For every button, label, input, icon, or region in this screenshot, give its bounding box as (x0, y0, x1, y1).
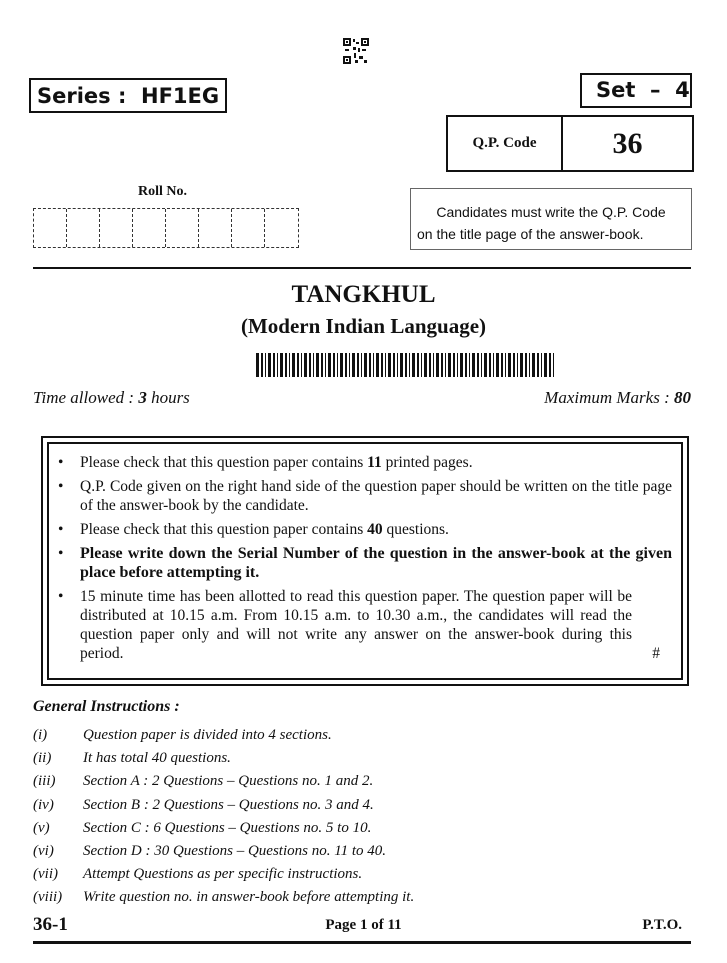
barcode-bar (285, 353, 287, 377)
roll-no-label: Roll No. (138, 184, 187, 199)
footer-rule (33, 941, 691, 944)
notice-text: Q.P. Code given on the right hand side of the question paper should be written on the title page of the answer-book by the candidate. (80, 478, 672, 514)
barcode-bar (313, 353, 314, 377)
barcode-bar (433, 353, 434, 377)
qr-code-icon (343, 38, 369, 64)
instruction-num: (vi) (33, 843, 54, 860)
barcode-bar (273, 353, 275, 377)
instruction-row (33, 840, 414, 863)
series-value: HF1EG (141, 84, 220, 108)
roll-no-cell[interactable] (133, 209, 166, 247)
instruction-row (33, 863, 414, 886)
instruction-num: (iii) (33, 773, 56, 790)
instruction-text: Attempt Questions as per specific instructions. (83, 866, 363, 883)
barcode-bar (325, 353, 326, 377)
barcode-bar (340, 353, 343, 377)
barcode-bar (381, 353, 383, 377)
instruction-num: (ii) (33, 750, 52, 767)
qp-code-box (446, 115, 694, 172)
instruction-text: Write question no. in answer-book before attempting it. (83, 889, 415, 906)
barcode-bar (409, 353, 410, 377)
instruction-num: (viii) (33, 889, 63, 906)
marks-label: Maximum Marks : (544, 388, 670, 407)
roll-no-cell[interactable] (100, 209, 133, 247)
barcode-bar (328, 353, 331, 377)
barcode-bar (469, 353, 470, 377)
set-label: Set (596, 78, 636, 102)
roll-no-cell[interactable] (34, 209, 67, 247)
barcode-bar (553, 353, 554, 377)
barcode-bar (393, 353, 395, 377)
bullet-icon: • (58, 478, 64, 495)
instruction-text: Question paper is divided into 4 sections. (83, 727, 332, 743)
qp-code-label: Q.P. Code (448, 117, 563, 170)
barcode-bar (453, 353, 455, 377)
marks-value: 80 (674, 388, 691, 407)
notice-text: 15 minute time has been allotted to read this question paper. The question paper will be distributed at 10.15 a.m. From 10.15 a.m. to 10.30 a.m., the candidates will read the question paper only and will not write any answer on the answer-book during this period. (80, 588, 632, 662)
instruction-row (33, 817, 414, 840)
set-box (580, 73, 692, 108)
barcode-bar (421, 353, 422, 377)
series-box (29, 78, 227, 113)
instruction-row (33, 886, 414, 909)
barcode-bar (457, 353, 458, 377)
instruction-text: It has total 40 questions. (83, 750, 231, 767)
roll-no-cell[interactable] (199, 209, 232, 247)
notice-item (58, 520, 672, 539)
paper-subtitle: (Modern Indian Language) (240, 314, 487, 338)
notice-list (58, 453, 672, 668)
instruction-num: (v) (33, 819, 50, 836)
time-allowed (33, 388, 190, 408)
barcode-bar (541, 353, 542, 377)
set-value: 4 (675, 78, 690, 102)
barcode-bar (489, 353, 491, 377)
instruction-row (33, 794, 414, 817)
barcode-bar (400, 353, 403, 377)
general-instructions-list (33, 724, 414, 910)
barcode-bar (309, 353, 311, 377)
barcode-bar (388, 353, 391, 377)
notice-text: Please write down the Serial Number of the question in the answer-book at the given place before attempting it. (80, 545, 672, 581)
barcode-bar (277, 353, 278, 377)
time-value: 3 (138, 388, 147, 407)
barcode-bar (316, 353, 319, 377)
barcode-bar (445, 353, 446, 377)
notice-text: printed pages. (381, 454, 473, 471)
time-label: Time allowed : (33, 388, 135, 407)
barcode-bar (532, 353, 535, 377)
roll-no-boxes[interactable] (33, 208, 299, 248)
candidate-note-line1: Candidates must write the Q.P. Code (436, 204, 666, 220)
barcode-bar (385, 353, 386, 377)
notice-bold: 40 (367, 521, 383, 538)
barcode-bar (297, 353, 299, 377)
barcode-bar (436, 353, 439, 377)
instruction-text: Section C : 6 Questions – Questions no. 5 to 10. (83, 819, 372, 836)
barcode-bar (333, 353, 335, 377)
instruction-text: Section D : 30 Questions – Questions no. 11 to 40. (83, 843, 387, 860)
barcode-bar (549, 353, 551, 377)
barcode-bar (513, 353, 515, 377)
barcode-bar (301, 353, 302, 377)
notice-item (58, 453, 672, 472)
barcode-bar (265, 353, 266, 377)
divider (33, 267, 691, 269)
barcode-bar (280, 353, 283, 377)
barcode-bar (481, 353, 482, 377)
roll-no-cell[interactable] (166, 209, 199, 247)
notice-text: Please check that this question paper contains (80, 454, 368, 471)
instruction-row (33, 724, 414, 747)
series-label: Series : (37, 84, 127, 108)
barcode-bar (417, 353, 419, 377)
barcode-icon (256, 353, 556, 377)
barcode-bar (357, 353, 359, 377)
notice-text: questions. (382, 521, 449, 538)
bullet-icon: • (58, 454, 64, 471)
barcode-bar (337, 353, 338, 377)
instruction-text: Section B : 2 Questions – Questions no. 3 and 4. (83, 796, 374, 813)
barcode-bar (289, 353, 290, 377)
candidate-note (410, 188, 692, 250)
barcode-bar (429, 353, 431, 377)
instruction-num: (iv) (33, 796, 54, 813)
paper-title: TANGKHUL (291, 281, 436, 308)
barcode-bar (441, 353, 443, 377)
barcode-bar (376, 353, 379, 377)
bullet-icon: • (58, 588, 64, 605)
qp-code-value: 36 (612, 126, 643, 160)
barcode-bar (544, 353, 547, 377)
barcode-bar (508, 353, 511, 377)
barcode-bar (256, 353, 259, 377)
barcode-bar (397, 353, 398, 377)
barcode-bar (517, 353, 518, 377)
notice-item (58, 544, 672, 582)
barcode-bar (349, 353, 350, 377)
barcode-bar (261, 353, 263, 377)
barcode-bar (477, 353, 479, 377)
roll-no-cell[interactable] (265, 209, 298, 247)
barcode-bar (345, 353, 347, 377)
barcode-bar (361, 353, 362, 377)
candidate-note-line2: on the title page of the answer-book. (417, 226, 644, 242)
footer-pto: P.T.O. (642, 917, 682, 933)
barcode-bar (501, 353, 503, 377)
barcode-bar (520, 353, 523, 377)
barcode-bar (304, 353, 307, 377)
roll-no-cell[interactable] (232, 209, 265, 247)
notice-item (58, 477, 672, 515)
instruction-row (33, 747, 414, 770)
instruction-num: (i) (33, 727, 48, 743)
footer-page: Page 1 of 11 (325, 917, 402, 933)
hash-mark: # (652, 645, 660, 662)
instruction-row (33, 770, 414, 793)
notice-item (58, 587, 672, 663)
barcode-bar (424, 353, 427, 377)
barcode-bar (525, 353, 527, 377)
barcode-bar (529, 353, 530, 377)
barcode-bar (472, 353, 475, 377)
barcode-bar (364, 353, 367, 377)
instruction-text: Section A : 2 Questions – Questions no. 1 and 2. (83, 773, 374, 790)
barcode-bar (352, 353, 355, 377)
bullet-icon: • (58, 545, 64, 562)
maximum-marks (544, 388, 691, 408)
bullet-icon: • (58, 521, 64, 538)
barcode-bar (448, 353, 451, 377)
instruction-num: (vii) (33, 866, 58, 883)
barcode-bar (460, 353, 463, 377)
barcode-bar (484, 353, 487, 377)
time-unit: hours (151, 388, 190, 407)
barcode-bar (493, 353, 494, 377)
barcode-bar (292, 353, 295, 377)
barcode-bar (321, 353, 323, 377)
barcode-bar (465, 353, 467, 377)
roll-no-cell[interactable] (67, 209, 100, 247)
notice-bold: 11 (367, 454, 382, 471)
notice-text: Please check that this question paper contains (80, 521, 368, 538)
barcode-bar (496, 353, 499, 377)
general-instructions-title: General Instructions : (33, 698, 180, 715)
barcode-bar (505, 353, 506, 377)
barcode-bar (373, 353, 374, 377)
footer-code: 36-1 (33, 914, 68, 935)
barcode-bar (405, 353, 407, 377)
set-dash: – (650, 78, 661, 102)
barcode-bar (369, 353, 371, 377)
barcode-bar (412, 353, 415, 377)
barcode-bar (537, 353, 539, 377)
barcode-bar (268, 353, 271, 377)
